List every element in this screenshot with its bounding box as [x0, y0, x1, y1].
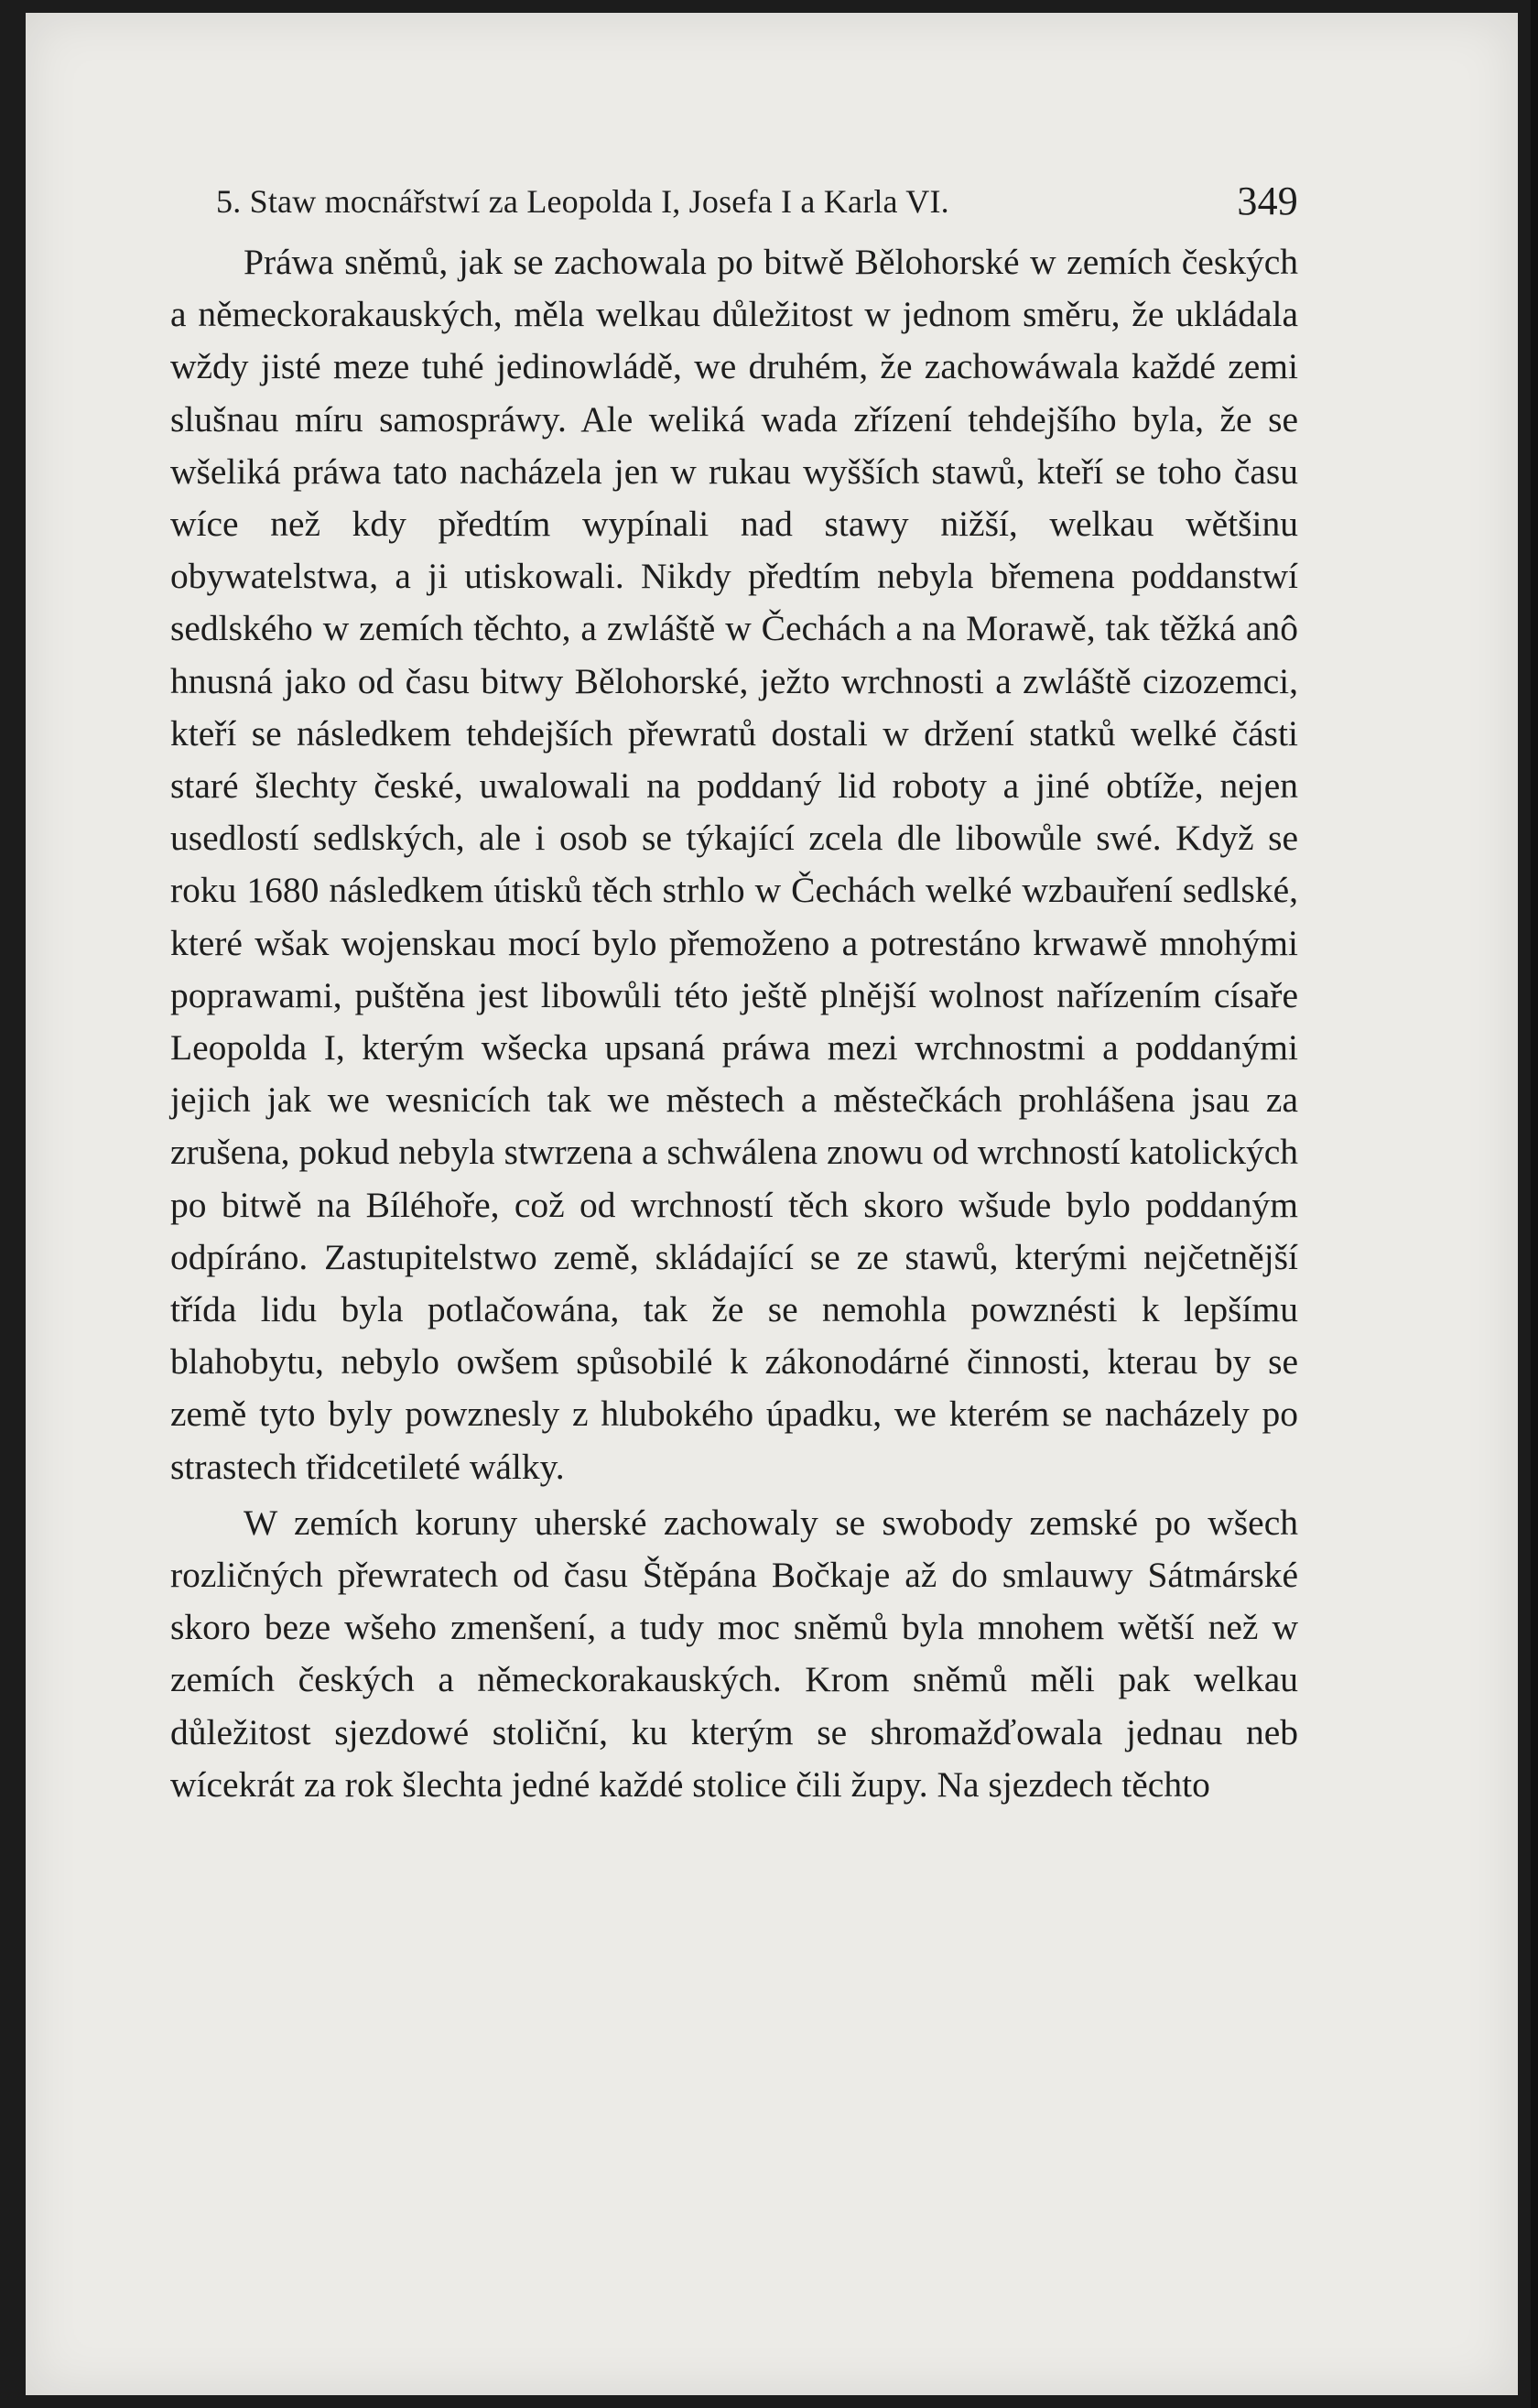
paragraph-1: Práwa sněmů, jak se zachowala po bitwě Bělohorské w zemích českých a německorakauských, měla welkau důležitost w jednom směru, že ukládala wždy jisté meze tuhé jedinowládě, we druhém, že zachowáwala každé zemi slušnau míru samospráwy. Ale weliká wada zřízení tehdejšího byla, že se wšeliká práwa tato nacházela jen w rukau wyšších stawů, kteří se toho času wíce než kdy předtím wypínali nad stawy nižší, welkau wětšinu obywatelstwa, a ji utiskowali. Nikdy předtím nebyla břemena poddanstwí sedlského w zemích těchto, a zwláště w Čechách a na Morawě, tak těžká anô hnusná jako od času bitwy Bělohorské, ježto wrchnosti a zwláště cizozemci, kteří se následkem tehdejších přewratů dostali w držení statků welké části staré šlechty české, uwalowali na poddaný lid roboty a jiné obtíže, nejen usedlostí sedlských, ale i osob se týkající zcela dle libowůle swé. Když se roku 1680 následkem útisků těch strhlo w Čechách welké wzbauření sedlské, které wšak wojenskau mocí bylo přemoženo a potrestáno krwawě mnohými poprawami, puštěna jest libowůli této ještě plnější wolnost nařízením císaře Leopolda I, kterým wšecka upsaná práwa mezi wrchnostmi a poddanými jejich jak we wesnicích tak we městech a městečkách prohlášena jsau za zrušena, pokud nebyla stwrzena a schwálena znowu od wrchností katolických po bitwě na Bíléhoře, což od wrchností těch skoro wšude bylo poddaným odpíráno. Zastupitelstwo země, skládající se ze stawů, kterými nejčetnější třída lidu byla potlačowána, tak že se nemohla powznésti k lepšímu blahobytu, nebylo owšem spůsobilé k zákonodárné činnosti, kterau by se země tyto byly powznesly z hlubokého úpadku, we kterém se nacházely po strastech třidcetileté wálky. [170, 242, 1298, 1487]
scan-edge [1531, 0, 1538, 2408]
text-block [170, 150, 1298, 1811]
running-head [170, 150, 1298, 223]
paragraph-2: W zemích koruny uherské zachowaly se swobody zemské po wšech rozličných přewratech od času Štěpána Bočkaje až do smlauwy Sátmárské skoro beze wšeho zmenšení, a tudy moc sněmů byla mnohem wětší než w zemích českých a německorakauských. Krom sněmů měli pak welkau důležitost sjezdowé stoliční, ku kterým se shromažďowala jednau neb wícekrát za rok šlechta jedné každé stolice čili župy. Na sjezdech těchto [170, 1502, 1298, 1805]
running-title: 5. Staw mocnářstwí za Leopolda I, Josefa I a Karla VI. [216, 183, 949, 220]
page-number: 349 [1237, 179, 1298, 223]
book-page [26, 13, 1518, 2395]
